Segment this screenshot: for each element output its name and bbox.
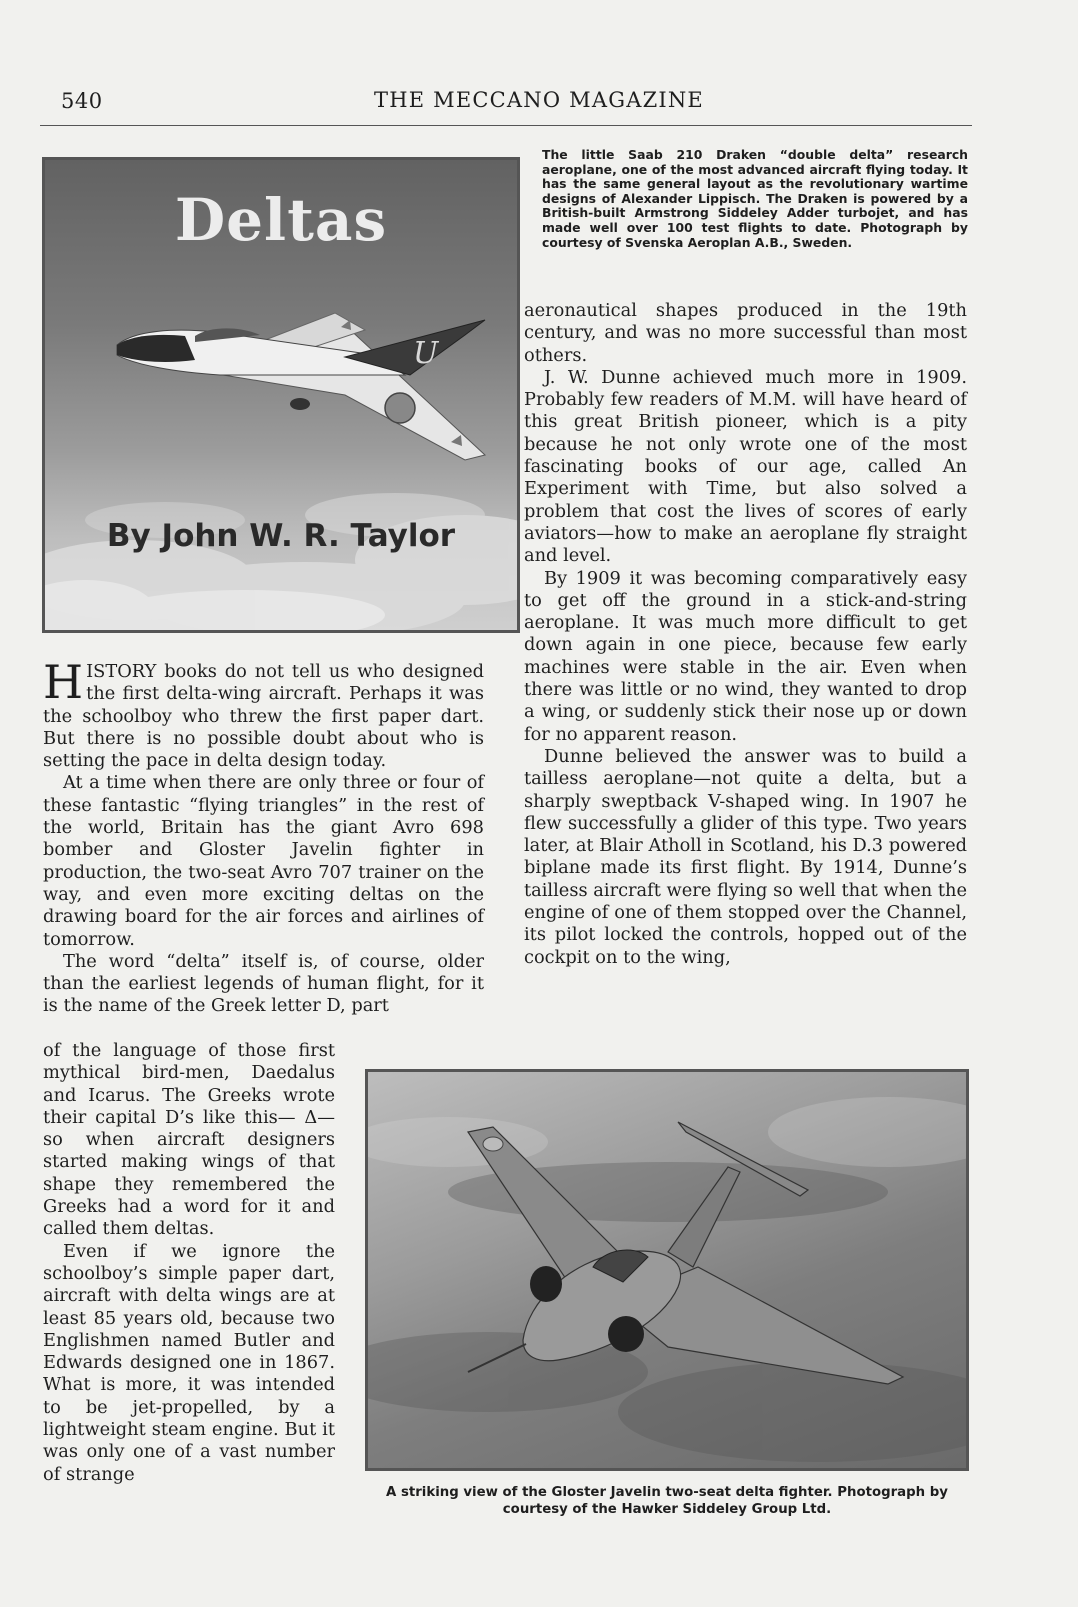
- left-narrow-paragraph-2: Even if we ignore the schoolboy’s simple paper dart, aircraft with delta wings are at least 85 years old, because two Englishmen named Butler and Edwards designed one in 1867. What is more, it was intended to be jet-propelled, by a lightweight steam engine. But it was only one of a vast number of strange: [43, 1240, 335, 1485]
- right-paragraph-3: By 1909 it was becoming comparatively easy to get off the ground in a stick-and-string aeroplane. It was much more difficult to get down again in one piece, because few early machines were stable in the air. Even when there was little or no wind, they wanted to drop a wing, or suddenly stick their nose up or down for no apparent reason.: [524, 567, 967, 745]
- title-plate-photo: [42, 157, 520, 633]
- left-paragraph-1: HISTORY books do not tell us who designed the first delta-wing aircraft. Perhaps it was the schoolboy who threw the first paper dart. But there is no possible doubt about who is setting the pace in delta design today.: [43, 655, 484, 772]
- left-paragraph-3: The word “delta” itself is, of course, older than the earliest legends of human flight, for it is the name of the Greek letter D, part: [43, 950, 484, 1017]
- page-number: 540: [61, 89, 103, 113]
- article-byline: By John W. R. Taylor: [106, 518, 456, 554]
- header-rule: [40, 125, 972, 126]
- right-paragraph-2: J. W. Dunne achieved much more in 1909. Probably few readers of M.M. will have heard of this great British pioneer, which is a pity because he not only wrote one of the most fascinating books of our age, called An Experiment with Time, but also solved a problem that cost the lives of scores of early aviators—how to make an aeroplane fly straight and level.: [524, 366, 967, 567]
- article-title: Deltas: [174, 186, 388, 254]
- javelin-aircraft-illustration: [368, 1072, 966, 1468]
- top-photo-caption: The little Saab 210 Draken “double delta” research aeroplane, one of the most advanced aircraft flying today. It has the same general layout as the revolutionary wartime designs of Alexander Lippisch. The Draken is powered by a British-built Armstrong Siddeley Adder turbojet, and has made well over 100 test flights to date. Photograph by courtesy of Svenska Aeroplan A.B., Sweden.: [542, 147, 968, 250]
- bottom-photo-caption: A striking view of the Gloster Javelin two-seat delta fighter. Photograph by courtesy of the Hawker Siddeley Group Ltd.: [386, 1485, 948, 1517]
- right-paragraph-1: aeronautical shapes produced in the 19th century, and was no more successful than most others.: [524, 300, 967, 366]
- left-narrow-paragraph-1: of the language of those first mythical bird-men, Daedalus and Icarus. The Greeks wrote their capital D’s like this— Δ—so when aircraft designers started making wings of that shape they remembered the Greeks had a word for it and called them deltas.: [43, 1040, 335, 1240]
- left-column-text: [43, 655, 484, 1018]
- aircraft-marking: U: [413, 336, 439, 371]
- right-paragraph-4: Dunne believed the answer was to build a tailless aeroplane—not quite a delta, but a sharply sweptback V-shaped wing. In 1907 he flew successfully a glider of this type. Two years later, at Blair Atholl in Scotland, his D.3 powered biplane made its first flight. By 1914, Dunne’s tailless aircraft were flying so well that when the engine of one of them stopped over the Channel, its pilot locked the controls, hopped out of the cockpit on to the wing,: [524, 745, 967, 968]
- running-head: THE MECCANO MAGAZINE: [374, 88, 704, 112]
- left-paragraph-2: At a time when there are only three or four of these fantastic “flying triangles” in the rest of the world, Britain has the giant Avro 698 bomber and Gloster Javelin fighter in production, the two-seat Avro 707 trainer on the way, and even more exciting deltas on the drawing board for the air forces and airlines of tomorrow.: [43, 772, 484, 950]
- left-narrow-column-text: [43, 1040, 335, 1486]
- javelin-photo: [365, 1069, 969, 1471]
- right-column-text: [524, 300, 967, 969]
